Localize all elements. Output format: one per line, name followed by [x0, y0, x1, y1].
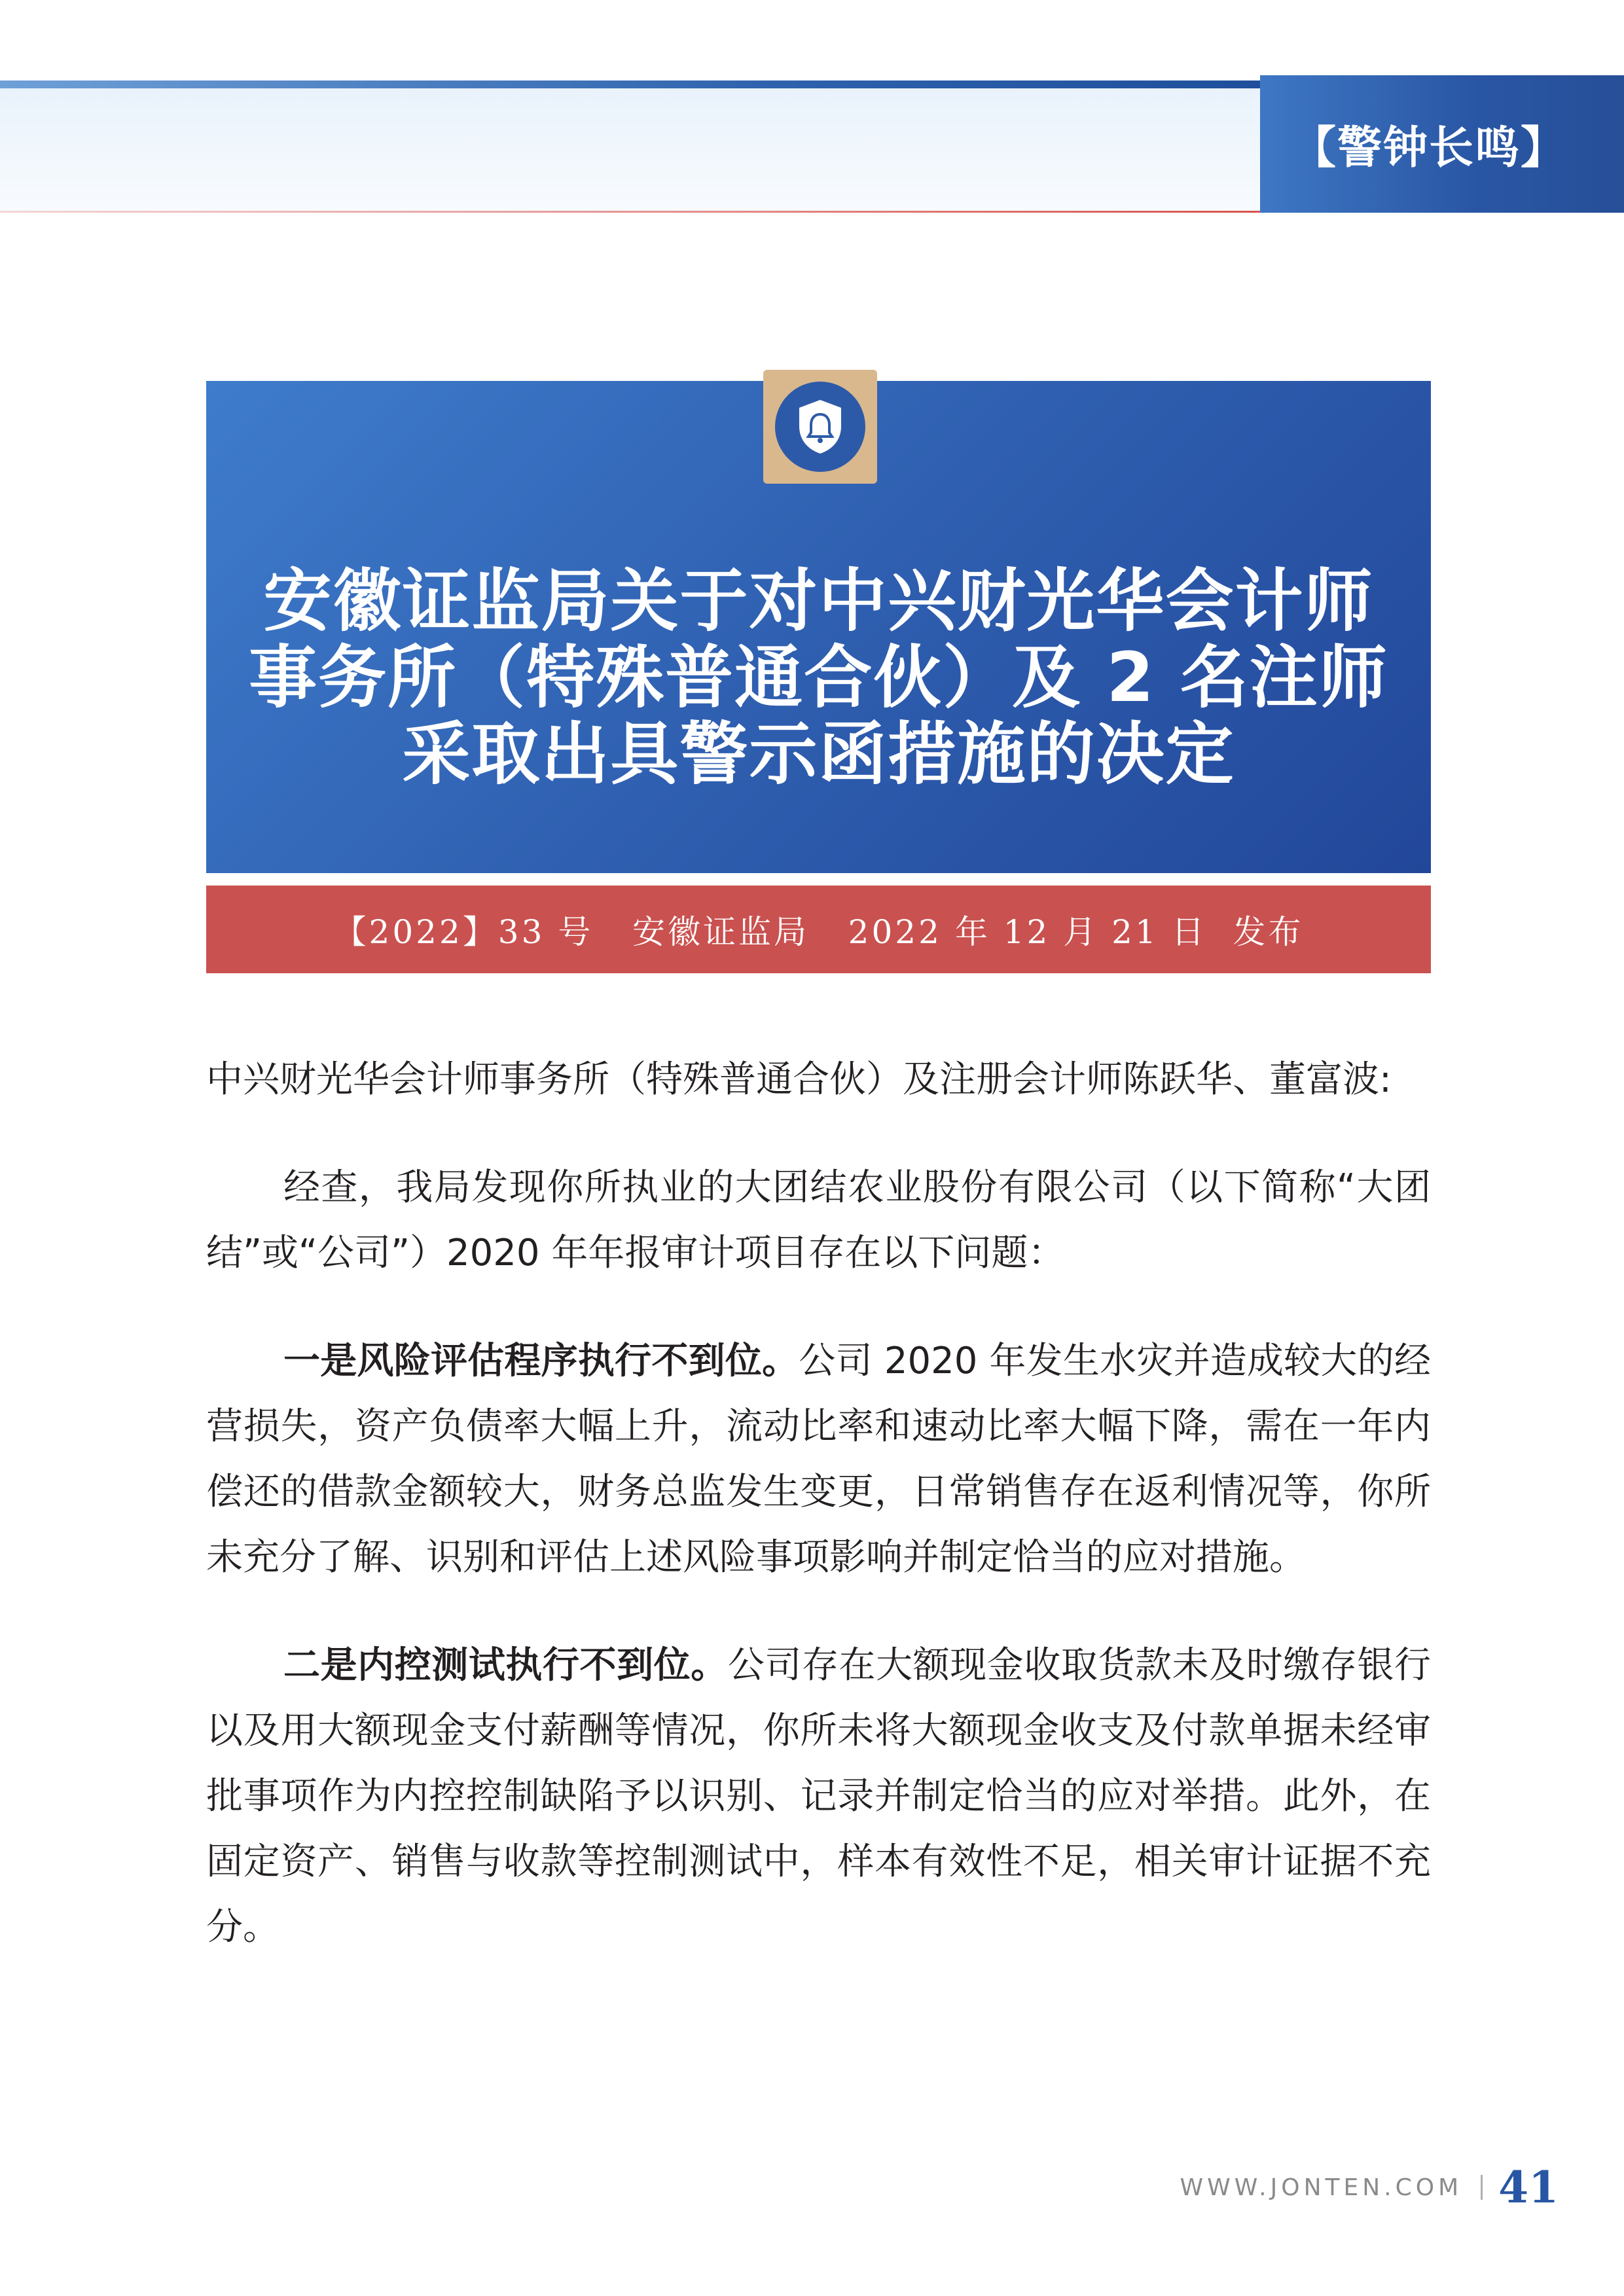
title-badge — [763, 370, 877, 484]
page-title — [206, 563, 1431, 793]
paragraph-heading: 二是内控测试执行不到位。 — [283, 1644, 728, 1687]
paragraph-heading: 一是风险评估程序执行不到位。 — [283, 1340, 799, 1382]
paragraph-text: 公司 2020 年发生水灾并造成较大的经营损失，资产负债率大幅上升，流动比率和速动比率大幅下降，需在一年内偿还的借款金额较大，财务总监发生变更，日常销售存在返利情况等，你所未充分了解、识别和评估上述风险事项影响并制定恰当的应对措施。 — [206, 1340, 1432, 1579]
title-line-2: 事务所（特殊普通合伙）及 2 名注师 — [249, 637, 1388, 717]
paragraph-text: 公司存在大额现金收取货款未及时缴存银行以及用大额现金支付薪酬等情况，你所未将大额现金收支及付款单据未经审批事项作为内控控制缺陷予以识别、记录并制定恰当的应对举措。此外，在固定资产、销售与收款等控制测试中，样本有效性不足，相关审计证据不充分。 — [206, 1644, 1432, 1948]
title-line-1: 安徽证监局关于对中兴财光华会计师 — [263, 561, 1374, 641]
title-line-3: 采取出具警示函措施的决定 — [402, 714, 1235, 794]
header-band — [0, 88, 1260, 211]
addressee: 中兴财光华会计师事务所（特殊普通合伙）及注册会计师陈跃华、董富波: — [206, 1058, 1392, 1101]
page-number: 41 — [1498, 2162, 1559, 2213]
footer-divider — [1481, 2175, 1483, 2200]
publication-meta: 【2022】33 号 安徽证监局 2022 年 12 月 21 日 发布 — [333, 913, 1304, 951]
paragraph-risk-assessment — [206, 1329, 1431, 1590]
header-red-line — [0, 211, 1260, 213]
document-body — [206, 1047, 1431, 2003]
publication-meta-bar — [206, 886, 1431, 973]
website-link[interactable]: WWW.JONTEN.COM — [1180, 2174, 1463, 2201]
section-tag — [1260, 75, 1624, 213]
page-footer — [1180, 2155, 1559, 2220]
shield-bell-icon — [775, 382, 865, 472]
paragraph-internal-control — [206, 1633, 1431, 1960]
section-tag-label: 【警钟长鸣】 — [1291, 121, 1566, 174]
paragraph-findings-intro: 经查，我局发现你所执业的大团结农业股份有限公司（以下简称“大团结”或“公司”）2020 年年报审计项目存在以下问题： — [206, 1166, 1431, 1274]
header-accent-line — [0, 81, 1260, 88]
